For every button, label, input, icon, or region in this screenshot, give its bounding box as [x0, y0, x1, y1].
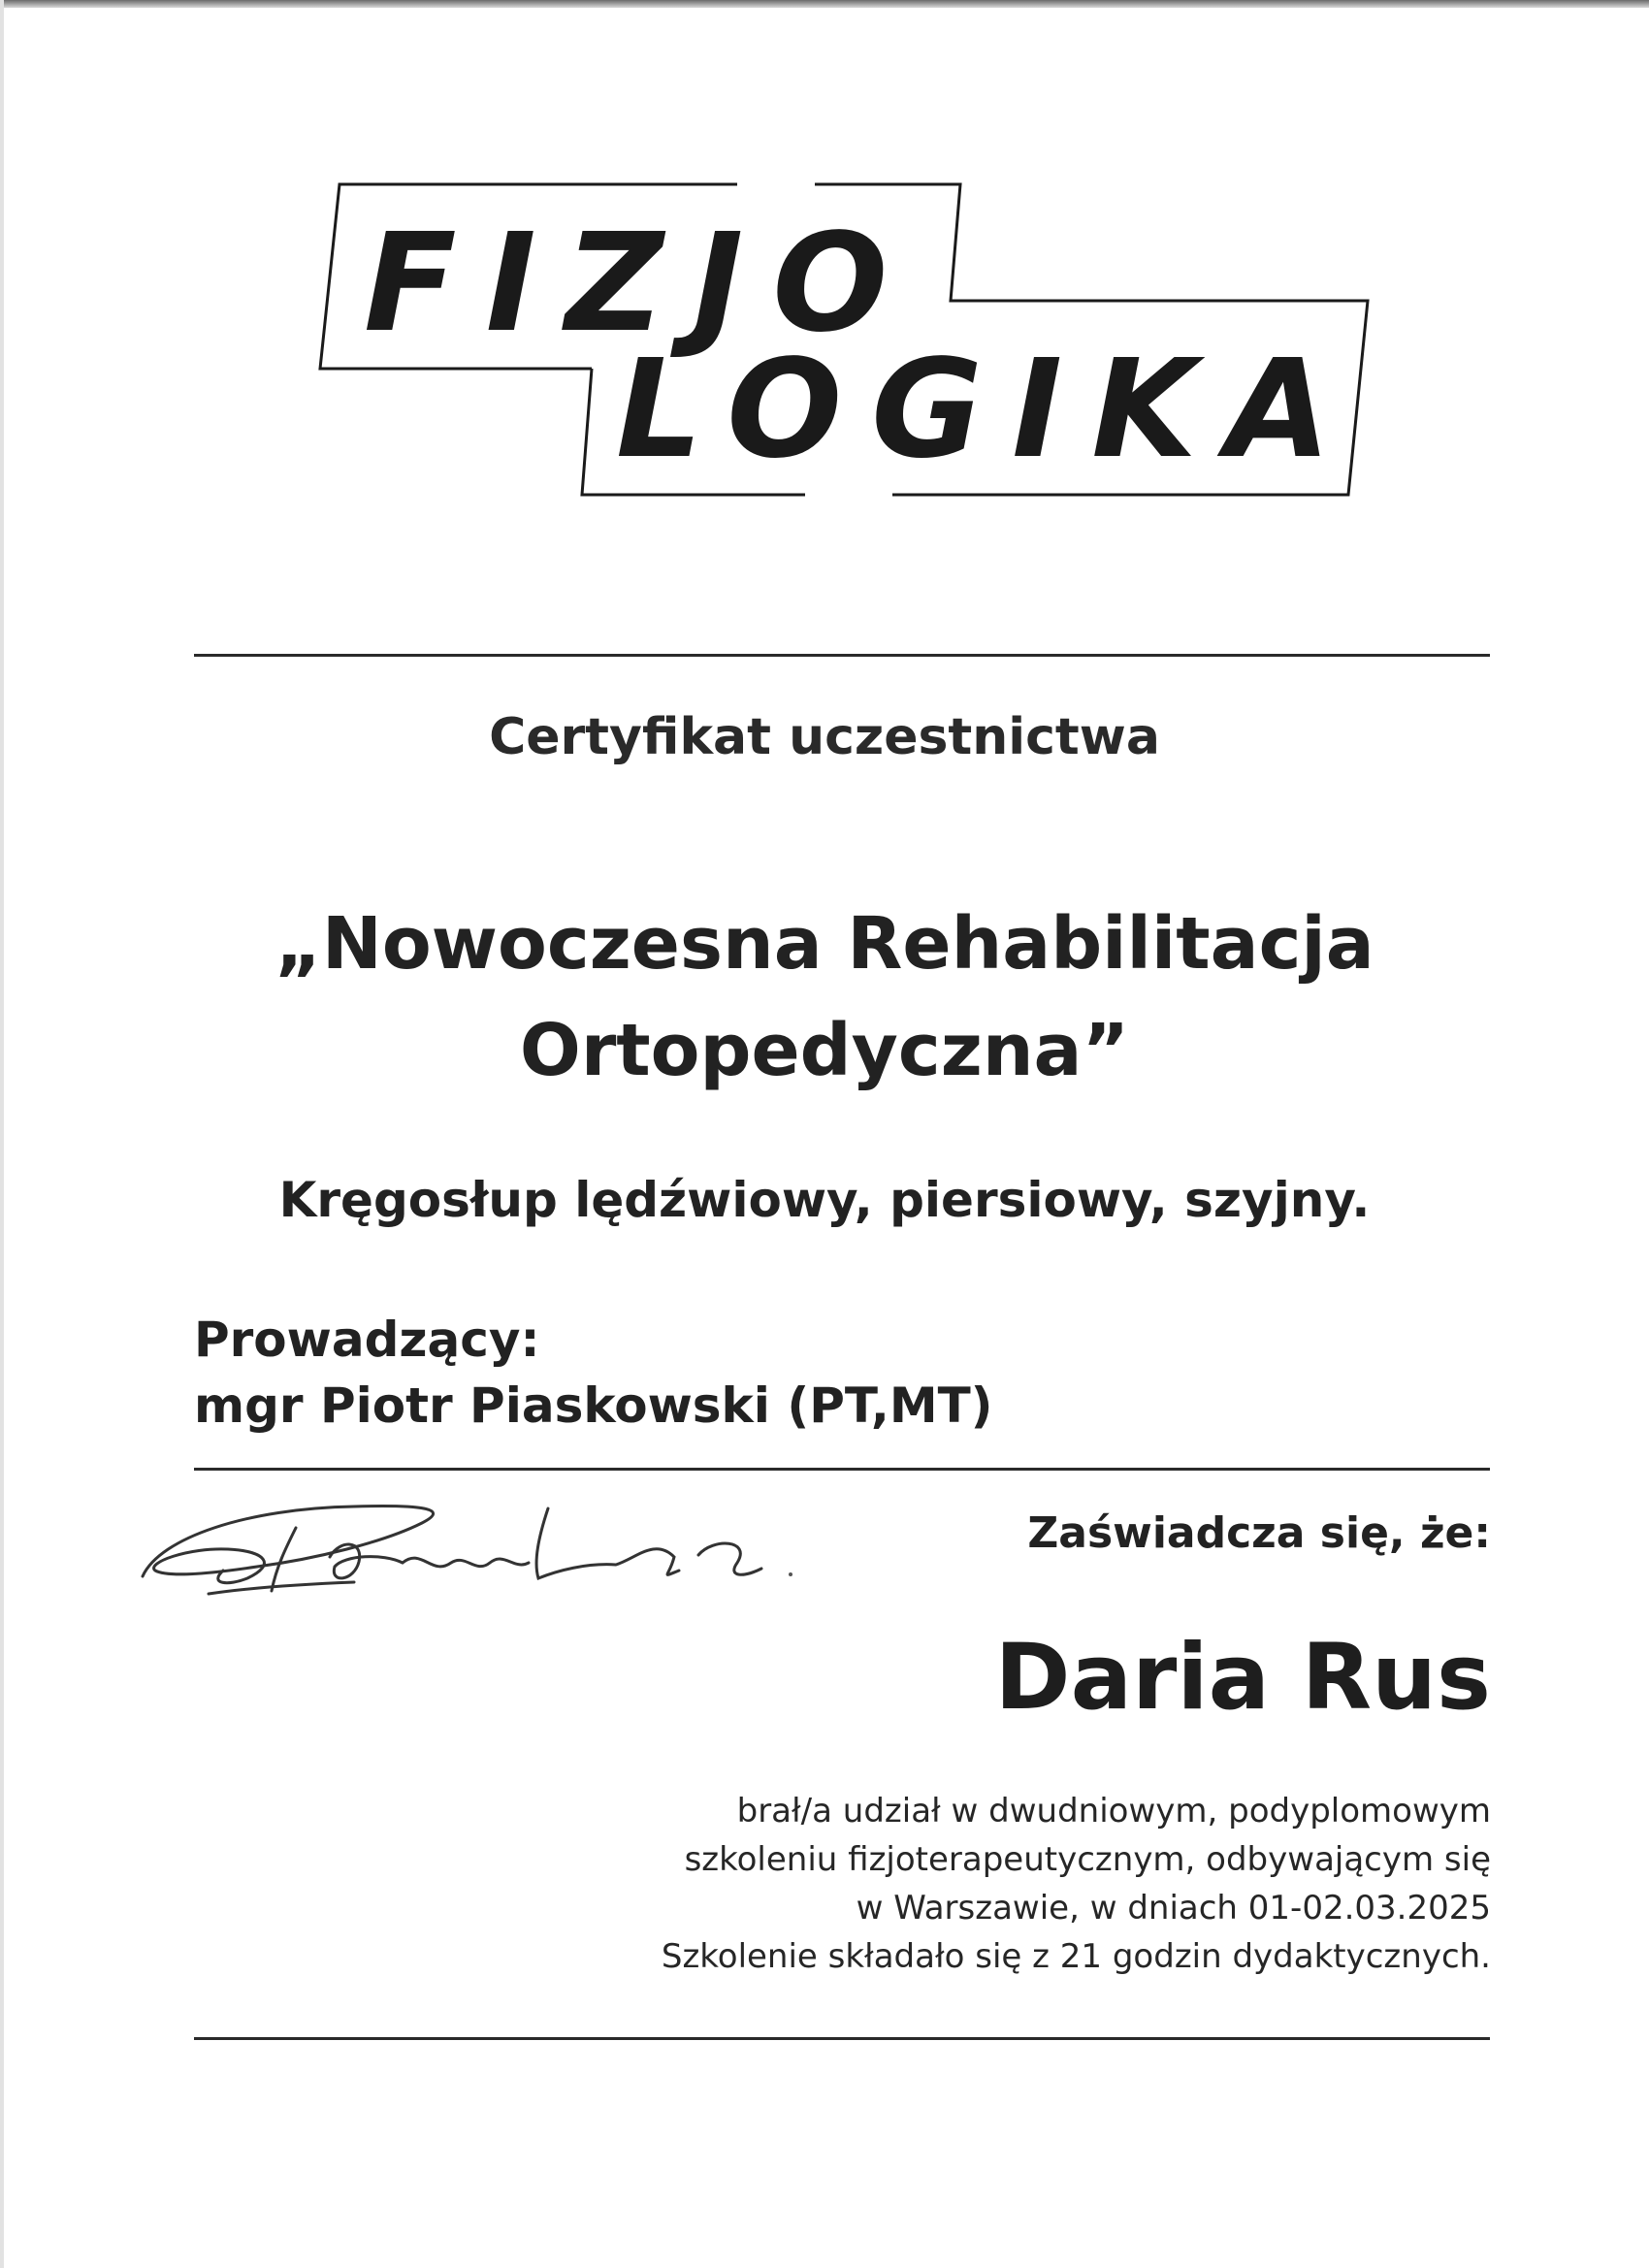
- description-line-3: w Warszawie, w dniach 01-02.03.2025: [856, 1889, 1491, 1928]
- course-title-line2: Ortopedyczna”: [519, 1009, 1130, 1092]
- description-line-1: brał/a udział w dwudniowym, podyplomowym: [736, 1792, 1491, 1831]
- instructor-label: Prowadzący:: [194, 1312, 540, 1368]
- course-subtitle: Kręgosłup lędźwiowy, piersiowy, szyjny.: [278, 1172, 1371, 1228]
- instructor-name: mgr Piotr Piaskowski (PT,MT): [194, 1377, 993, 1434]
- description-line-4: Szkolenie składało się z 21 godzin dydaktycznych.: [661, 1937, 1491, 1976]
- certificate-title: Certyfikat uczestnictwa: [489, 708, 1160, 766]
- scan-left-edge: [0, 0, 4, 2268]
- scan-top-edge: [0, 0, 1649, 8]
- divider-top: [194, 654, 1490, 657]
- signature-graphic: [131, 1470, 810, 1615]
- certify-text: Zaświadcza się, że:: [1027, 1508, 1491, 1558]
- certificate-description: [521, 1787, 1491, 1981]
- logo-graphic: [310, 175, 1377, 504]
- fizjologika-logo: [310, 175, 1377, 504]
- logo-line2: LOGIKA: [616, 331, 1361, 489]
- divider-bottom: [194, 2037, 1490, 2040]
- description-line-2: szkoleniu fizjoterapeutycznym, odbywającym się: [684, 1840, 1491, 1879]
- participant-name: Daria Rus: [994, 1625, 1491, 1731]
- course-title-line1: „Nowoczesna Rehabilitacja: [275, 902, 1374, 986]
- logo-line1: FIZJO: [364, 205, 918, 363]
- course-title: [0, 891, 1649, 1104]
- handwritten-signature: [131, 1470, 810, 1615]
